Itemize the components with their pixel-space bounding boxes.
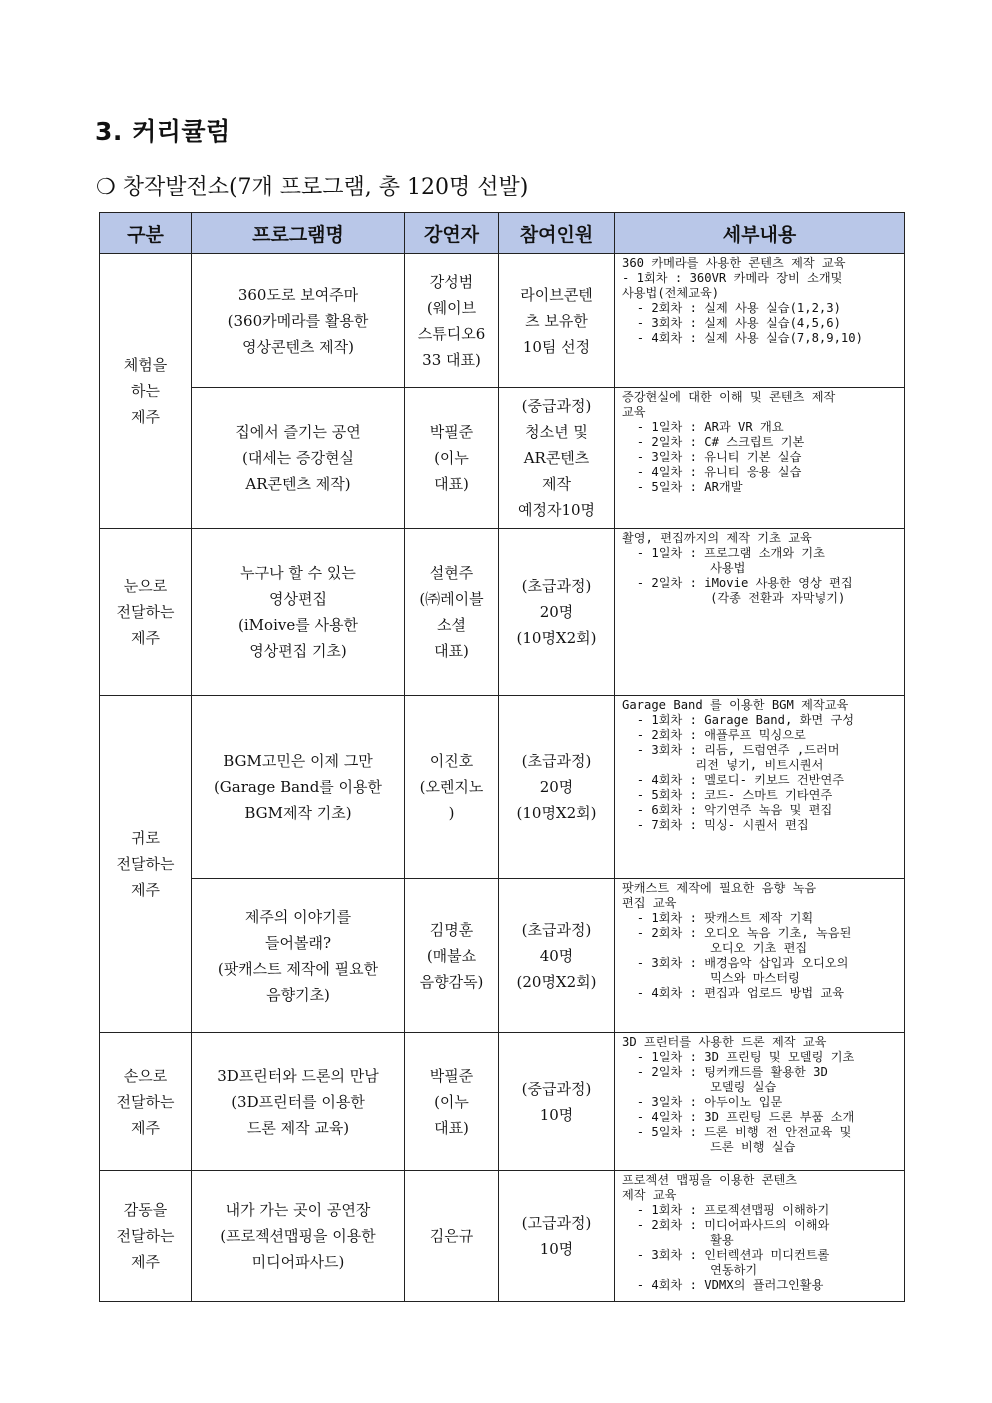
table-row [100, 696, 905, 879]
category-line: 제주 [131, 881, 160, 899]
category-line: 전달하는 [116, 855, 175, 873]
details-cell [615, 388, 905, 529]
participants-line: (10명X2회) [516, 804, 597, 822]
program-line: 제주의 이야기를 [244, 907, 352, 926]
details-line: - 5회차 : 코드- 스마트 기타연주 [622, 788, 833, 802]
details-line: - 2회차 : 실제 사용 실습(1,2,3) [622, 301, 841, 315]
details-line: - 5일차 : 드론 비행 전 안전교육 및 [622, 1125, 852, 1139]
speaker-cell [405, 1171, 499, 1302]
program-line: (Garage Band를 이용한 [213, 778, 383, 796]
details-line: - 1회차 : 360VR 카메라 장비 소개및 [622, 271, 843, 285]
speaker-line: 김은규 [429, 1227, 474, 1245]
details-line: - 7회차 : 믹싱- 시퀀서 편집 [622, 818, 809, 832]
participants-line: (중급과정) [521, 397, 592, 415]
category-line: 하는 [131, 382, 160, 400]
header-category: 구분 [100, 213, 192, 254]
program-line: BGM제작 기초) [244, 804, 352, 822]
speaker-line: 스튜디오6 [417, 324, 486, 343]
participants-cell [499, 1171, 615, 1302]
details-line: 프로젝션 맵핑을 이용한 콘텐츠 [622, 1173, 798, 1187]
details-line: - 2일차 : 팅커캐드를 활용한 3D [622, 1065, 828, 1079]
details-cell [615, 529, 905, 696]
participants-line: (고급과정) [521, 1214, 592, 1232]
program-line: 집에서 즐기는 공연 [235, 423, 361, 441]
details-line: 3D 프린터를 사용한 드론 제작 교육 [622, 1035, 827, 1049]
speaker-line: 대표) [434, 642, 469, 660]
program-line: 들어볼래? [264, 933, 331, 952]
category-line: 감동을 [123, 1201, 168, 1219]
table-row [100, 1171, 905, 1302]
category-cell [100, 1033, 192, 1171]
program-cell [192, 879, 405, 1033]
category-cell [100, 529, 192, 696]
category-line: 제주 [131, 408, 160, 426]
details-line: - 2일차 : iMovie 사용한 영상 편집 [622, 576, 853, 590]
speaker-line: (㈜레이블 [419, 590, 484, 608]
details-line: - 3회차 : 인터렉션과 미디컨트롤 [622, 1248, 830, 1262]
header-program: 프로그램명 [192, 213, 405, 254]
details-line: 360 카메라를 사용한 콘텐츠 제작 교육 [622, 256, 846, 270]
participants-cell [499, 696, 615, 879]
program-line: 영상편집 기초) [249, 642, 347, 660]
program-line: 내가 가는 곳이 공연장 [225, 1201, 371, 1219]
details-line: Garage Band 를 이용한 BGM 제작교육 [622, 698, 849, 712]
details-line: - 5일차 : AR개발 [622, 480, 743, 494]
category-line: 전달하는 [116, 1092, 175, 1111]
participants-line: 청소년 및 [525, 423, 588, 441]
header-row [100, 213, 905, 254]
details-line: 사용법(전체교육) [622, 286, 720, 300]
speaker-cell [405, 879, 499, 1033]
details-cell [615, 1033, 905, 1171]
details-line: 모델링 실습 [622, 1080, 777, 1094]
participants-line: 10팀 선정 [522, 337, 591, 356]
speaker-cell [405, 529, 499, 696]
details-line: - 1일차 : AR과 VR 개요 [622, 420, 784, 434]
participants-line: (초급과정) [521, 577, 592, 595]
participants-line: 20명 [539, 603, 574, 621]
section-heading: 3. 커리큘럼 [95, 117, 231, 146]
program-line: (프로젝션맵핑을 이용한 [220, 1227, 376, 1245]
details-line: 교육 [622, 405, 646, 419]
category-cell [100, 1171, 192, 1302]
details-line: - 1일차 : 프로그램 소개와 기초 [622, 546, 825, 560]
speaker-line: 강성범 [429, 272, 474, 291]
details-line: - 6회차 : 악기연주 녹음 및 편집 [622, 803, 833, 817]
program-cell [192, 1033, 405, 1171]
details-line: - 2회차 : 애플루프 믹싱으로 [622, 728, 806, 742]
details-line: 촬영, 편집까지의 제작 기초 교육 [622, 531, 812, 545]
program-line: 영상콘텐츠 제작) [241, 337, 355, 356]
details-line: - 3일차 : 유니티 기본 실습 [622, 450, 802, 464]
program-line: (대세는 증강현실 [241, 449, 355, 467]
details-line: 팟캐스트 제작에 필요한 음향 녹음 [622, 881, 817, 895]
details-cell [615, 1171, 905, 1302]
details-line: 연동하기 [622, 1263, 758, 1277]
program-line: (360카메라를 활용한 [227, 311, 369, 330]
program-cell [192, 1171, 405, 1302]
participants-line: (초급과정) [521, 752, 592, 770]
program-cell [192, 696, 405, 879]
program-cell [192, 388, 405, 529]
speaker-line: ) [448, 804, 455, 822]
header-speaker: 강연자 [405, 213, 499, 254]
speaker-line: 음향감독) [419, 972, 484, 991]
speaker-line: 이진호 [429, 752, 474, 770]
details-line: - 4회차 : 편집과 업로드 방법 교육 [622, 986, 845, 1000]
category-line: 제주 [131, 1253, 160, 1271]
participants-line: 제작 [542, 475, 571, 493]
details-cell [615, 696, 905, 879]
speaker-line: 김명훈 [429, 920, 474, 939]
program-line: 음향기초) [266, 985, 330, 1004]
participants-line: (20명X2회) [516, 972, 597, 991]
program-line: 3D프린터와 드론의 만남 [217, 1066, 379, 1085]
speaker-line: (이누 [434, 1092, 469, 1111]
table-row [100, 529, 905, 696]
details-line: - 1회차 : 팟캐스트 제작 기획 [622, 911, 814, 925]
program-line: (팟캐스트 제작에 필요한 [217, 959, 379, 978]
speaker-line: 33 대표) [422, 350, 481, 369]
details-line: 오디오 기초 편집 [622, 941, 808, 955]
participants-line: 10명 [539, 1105, 574, 1124]
participants-cell [499, 254, 615, 388]
participants-line: 라이브콘텐 [520, 285, 593, 304]
details-line: 리전 넣기, 비트시퀀서 [622, 758, 824, 772]
category-line: 체험을 [123, 356, 168, 374]
details-line: - 2일차 : C# 스크립트 기본 [622, 435, 805, 449]
speaker-cell [405, 696, 499, 879]
details-line: - 3회차 : 리듬, 드럼연주 ,드러머 [622, 743, 840, 757]
participants-line: 10명 [539, 1240, 574, 1258]
header-details: 세부내용 [615, 213, 905, 254]
participants-line: (중급과정) [521, 1079, 592, 1098]
details-line: 활용 [622, 1233, 734, 1247]
participants-cell [499, 1033, 615, 1171]
details-line: 증강현실에 대한 이해 및 콘텐츠 제작 [622, 390, 836, 404]
category-line: 귀로 [131, 829, 160, 847]
table-row [100, 388, 905, 529]
speaker-line: (이누 [434, 449, 469, 467]
participants-line: AR콘텐츠 [523, 449, 590, 467]
curriculum-table [99, 212, 905, 1302]
header-participants: 참여인원 [499, 213, 615, 254]
details-line: (각종 전환과 자막넣기) [622, 591, 846, 605]
speaker-cell [405, 388, 499, 529]
details-cell [615, 879, 905, 1033]
details-line: - 3일차 : 아두이노 입문 [622, 1095, 783, 1109]
speaker-cell [405, 1033, 499, 1171]
details-line: - 1회차 : 프로젝션맵핑 이해하기 [622, 1203, 830, 1217]
speaker-line: (매불쇼 [426, 946, 477, 965]
table-row [100, 879, 905, 1033]
participants-line: 츠 보유한 [525, 311, 588, 330]
speaker-line: (웨이브 [426, 298, 477, 317]
category-line: 눈으로 [123, 577, 168, 595]
category-cell [100, 696, 192, 1033]
category-line: 전달하는 [116, 1227, 175, 1245]
program-line: 360도로 보여주마 [237, 285, 359, 304]
details-line: - 4회차 : 실제 사용 실습(7,8,9,10) [622, 331, 863, 345]
category-line: 손으로 [123, 1066, 168, 1085]
program-line: 누구나 할 수 있는 [240, 564, 356, 582]
category-line: 전달하는 [116, 603, 175, 621]
details-line: - 4회차 : VDMX의 플러그인활용 [622, 1278, 824, 1292]
speaker-line: 대표) [434, 1118, 469, 1137]
details-line: - 2회차 : 오디오 녹음 기초, 녹음된 [622, 926, 852, 940]
program-line: 영상편집 [269, 590, 327, 608]
participants-cell [499, 529, 615, 696]
table-row [100, 1033, 905, 1171]
details-line: 편집 교육 [622, 896, 677, 910]
program-cell [192, 529, 405, 696]
table-row [100, 254, 905, 388]
speaker-line: 소셜 [437, 616, 466, 634]
speaker-line: 설현주 [429, 564, 474, 582]
program-line: (3D프린터를 이용한 [231, 1092, 365, 1111]
participants-line: 40명 [539, 946, 574, 965]
speaker-line: 대표) [434, 475, 469, 493]
details-line: - 3회차 : 실제 사용 실습(4,5,6) [622, 316, 841, 330]
category-cell [100, 254, 192, 529]
program-line: 드론 제작 교육) [246, 1118, 350, 1137]
program-line: BGM고민은 이제 그만 [223, 752, 373, 770]
speaker-line: 박필준 [429, 1066, 474, 1085]
program-line: AR콘텐츠 제작) [245, 475, 351, 493]
details-line: 제작 교육 [622, 1188, 677, 1202]
details-line: - 1일차 : 3D 프린팅 및 모델링 기초 [622, 1050, 855, 1064]
category-line: 제주 [131, 629, 160, 647]
program-cell [192, 254, 405, 388]
speaker-cell [405, 254, 499, 388]
details-line: - 4일차 : 유니티 응용 실습 [622, 465, 802, 479]
participants-cell [499, 879, 615, 1033]
category-line: 제주 [131, 1118, 160, 1137]
details-line: - 4회차 : 멜로디- 키보드 건반연주 [622, 773, 845, 787]
section-subheading: ❍ 창작발전소(7개 프로그램, 총 120명 선발) [96, 175, 529, 200]
details-line: 믹스와 마스터링 [622, 971, 800, 985]
details-line: 드론 비행 실습 [622, 1140, 796, 1154]
program-line: (iMoive를 사용한 [238, 616, 358, 634]
participants-line: (초급과정) [521, 920, 592, 939]
speaker-line: 박필준 [429, 423, 474, 441]
participants-line: 예정자10명 [517, 501, 596, 519]
details-cell [615, 254, 905, 388]
details-line: - 4일차 : 3D 프린팅 드론 부품 소개 [622, 1110, 855, 1124]
program-line: 미디어파사드) [251, 1253, 345, 1271]
participants-cell [499, 388, 615, 529]
details-line: - 1회차 : Garage Band, 화면 구성 [622, 713, 855, 727]
details-line: - 3회차 : 배경음악 삽입과 오디오의 [622, 956, 849, 970]
details-line: 사용법 [622, 561, 746, 575]
speaker-line: (오렌지노 [419, 778, 484, 796]
participants-line: (10명X2회) [516, 629, 597, 647]
participants-line: 20명 [539, 778, 574, 796]
details-line: - 2회차 : 미디어파사드의 이해와 [622, 1218, 830, 1232]
